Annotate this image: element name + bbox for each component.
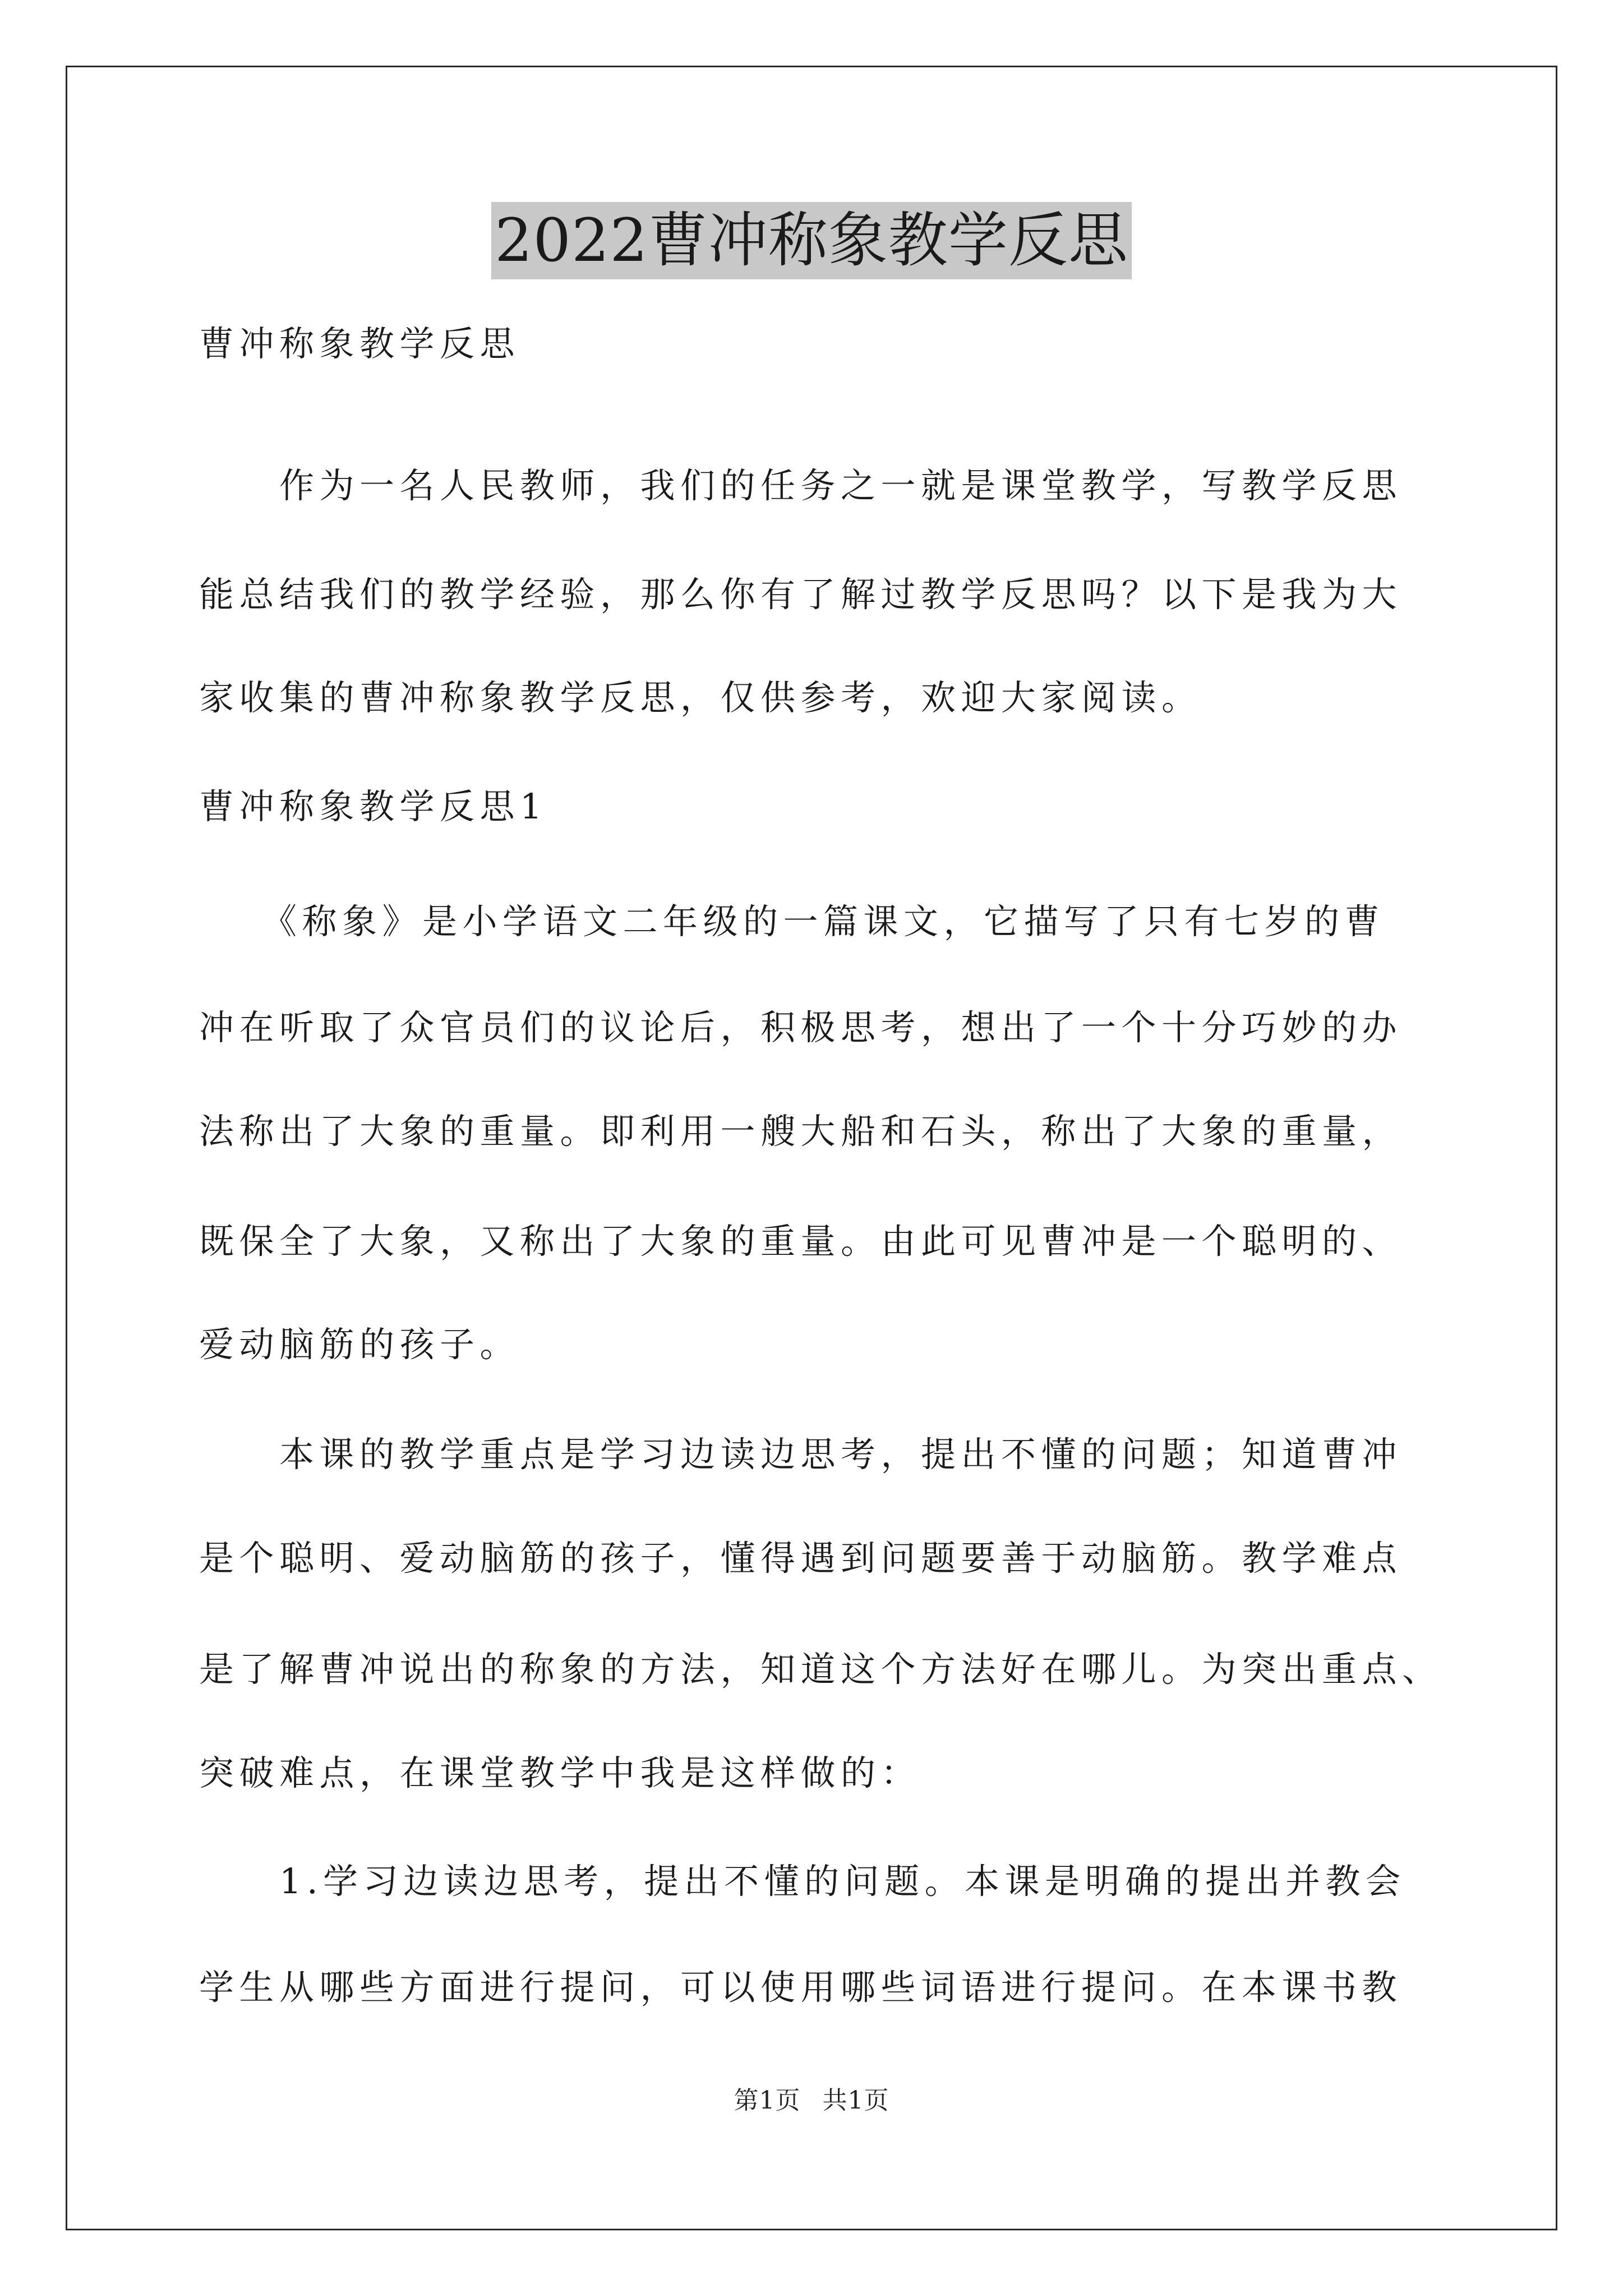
body-line: 冲在听取了众官员们的议论后，积极思考，想出了一个十分巧妙的办 [199, 1007, 1403, 1048]
body-line: 爱动脑筋的孩子。 [199, 1324, 520, 1365]
title-container [0, 202, 1623, 279]
subtitle-line: 曹冲称象教学反思 [199, 323, 520, 364]
body-line: 本课的教学重点是学习边读边思考，提出不懂的问题；知道曹冲 [199, 1434, 1403, 1475]
body-line: 是个聪明、爱动脑筋的孩子，懂得遇到问题要善于动脑筋。教学难点 [199, 1538, 1403, 1579]
body-line: 作为一名人民教师，我们的任务之一就是课堂教学，写教学反思 [199, 465, 1403, 506]
body-line: 法称出了大象的重量。即利用一艘大船和石头，称出了大象的重量， [199, 1111, 1403, 1152]
body-line: 是了解曹冲说出的称象的方法，知道这个方法好在哪儿。为突出重点、 [199, 1649, 1442, 1690]
section-heading: 曹冲称象教学反思1 [199, 786, 547, 827]
body-line: 突破难点，在课堂教学中我是这样做的： [199, 1752, 921, 1793]
body-line: 家收集的曹冲称象教学反思，仅供参考，欢迎大家阅读。 [199, 677, 1202, 718]
page-number: 第1页 [734, 2086, 801, 2115]
page-footer [0, 2080, 1623, 2116]
body-line: 既保全了大象，又称出了大象的重量。由此可见曹冲是一个聪明的、 [199, 1221, 1403, 1262]
body-line: 《称象》是小学语文二年级的一篇课文，它描写了只有七岁的曹 [199, 901, 1385, 942]
body-line: 能总结我们的教学经验，那么你有了解过教学反思吗？以下是我为大 [199, 574, 1403, 615]
page-total: 共1页 [822, 2086, 889, 2115]
body-line: 1.学习边读边思考，提出不懂的问题。本课是明确的提出并教会 [199, 1861, 1406, 1902]
body-line: 学生从哪些方面进行提问，可以使用哪些词语进行提问。在本课书教 [199, 1967, 1403, 2008]
document-title: 2022曹冲称象教学反思 [491, 202, 1132, 279]
